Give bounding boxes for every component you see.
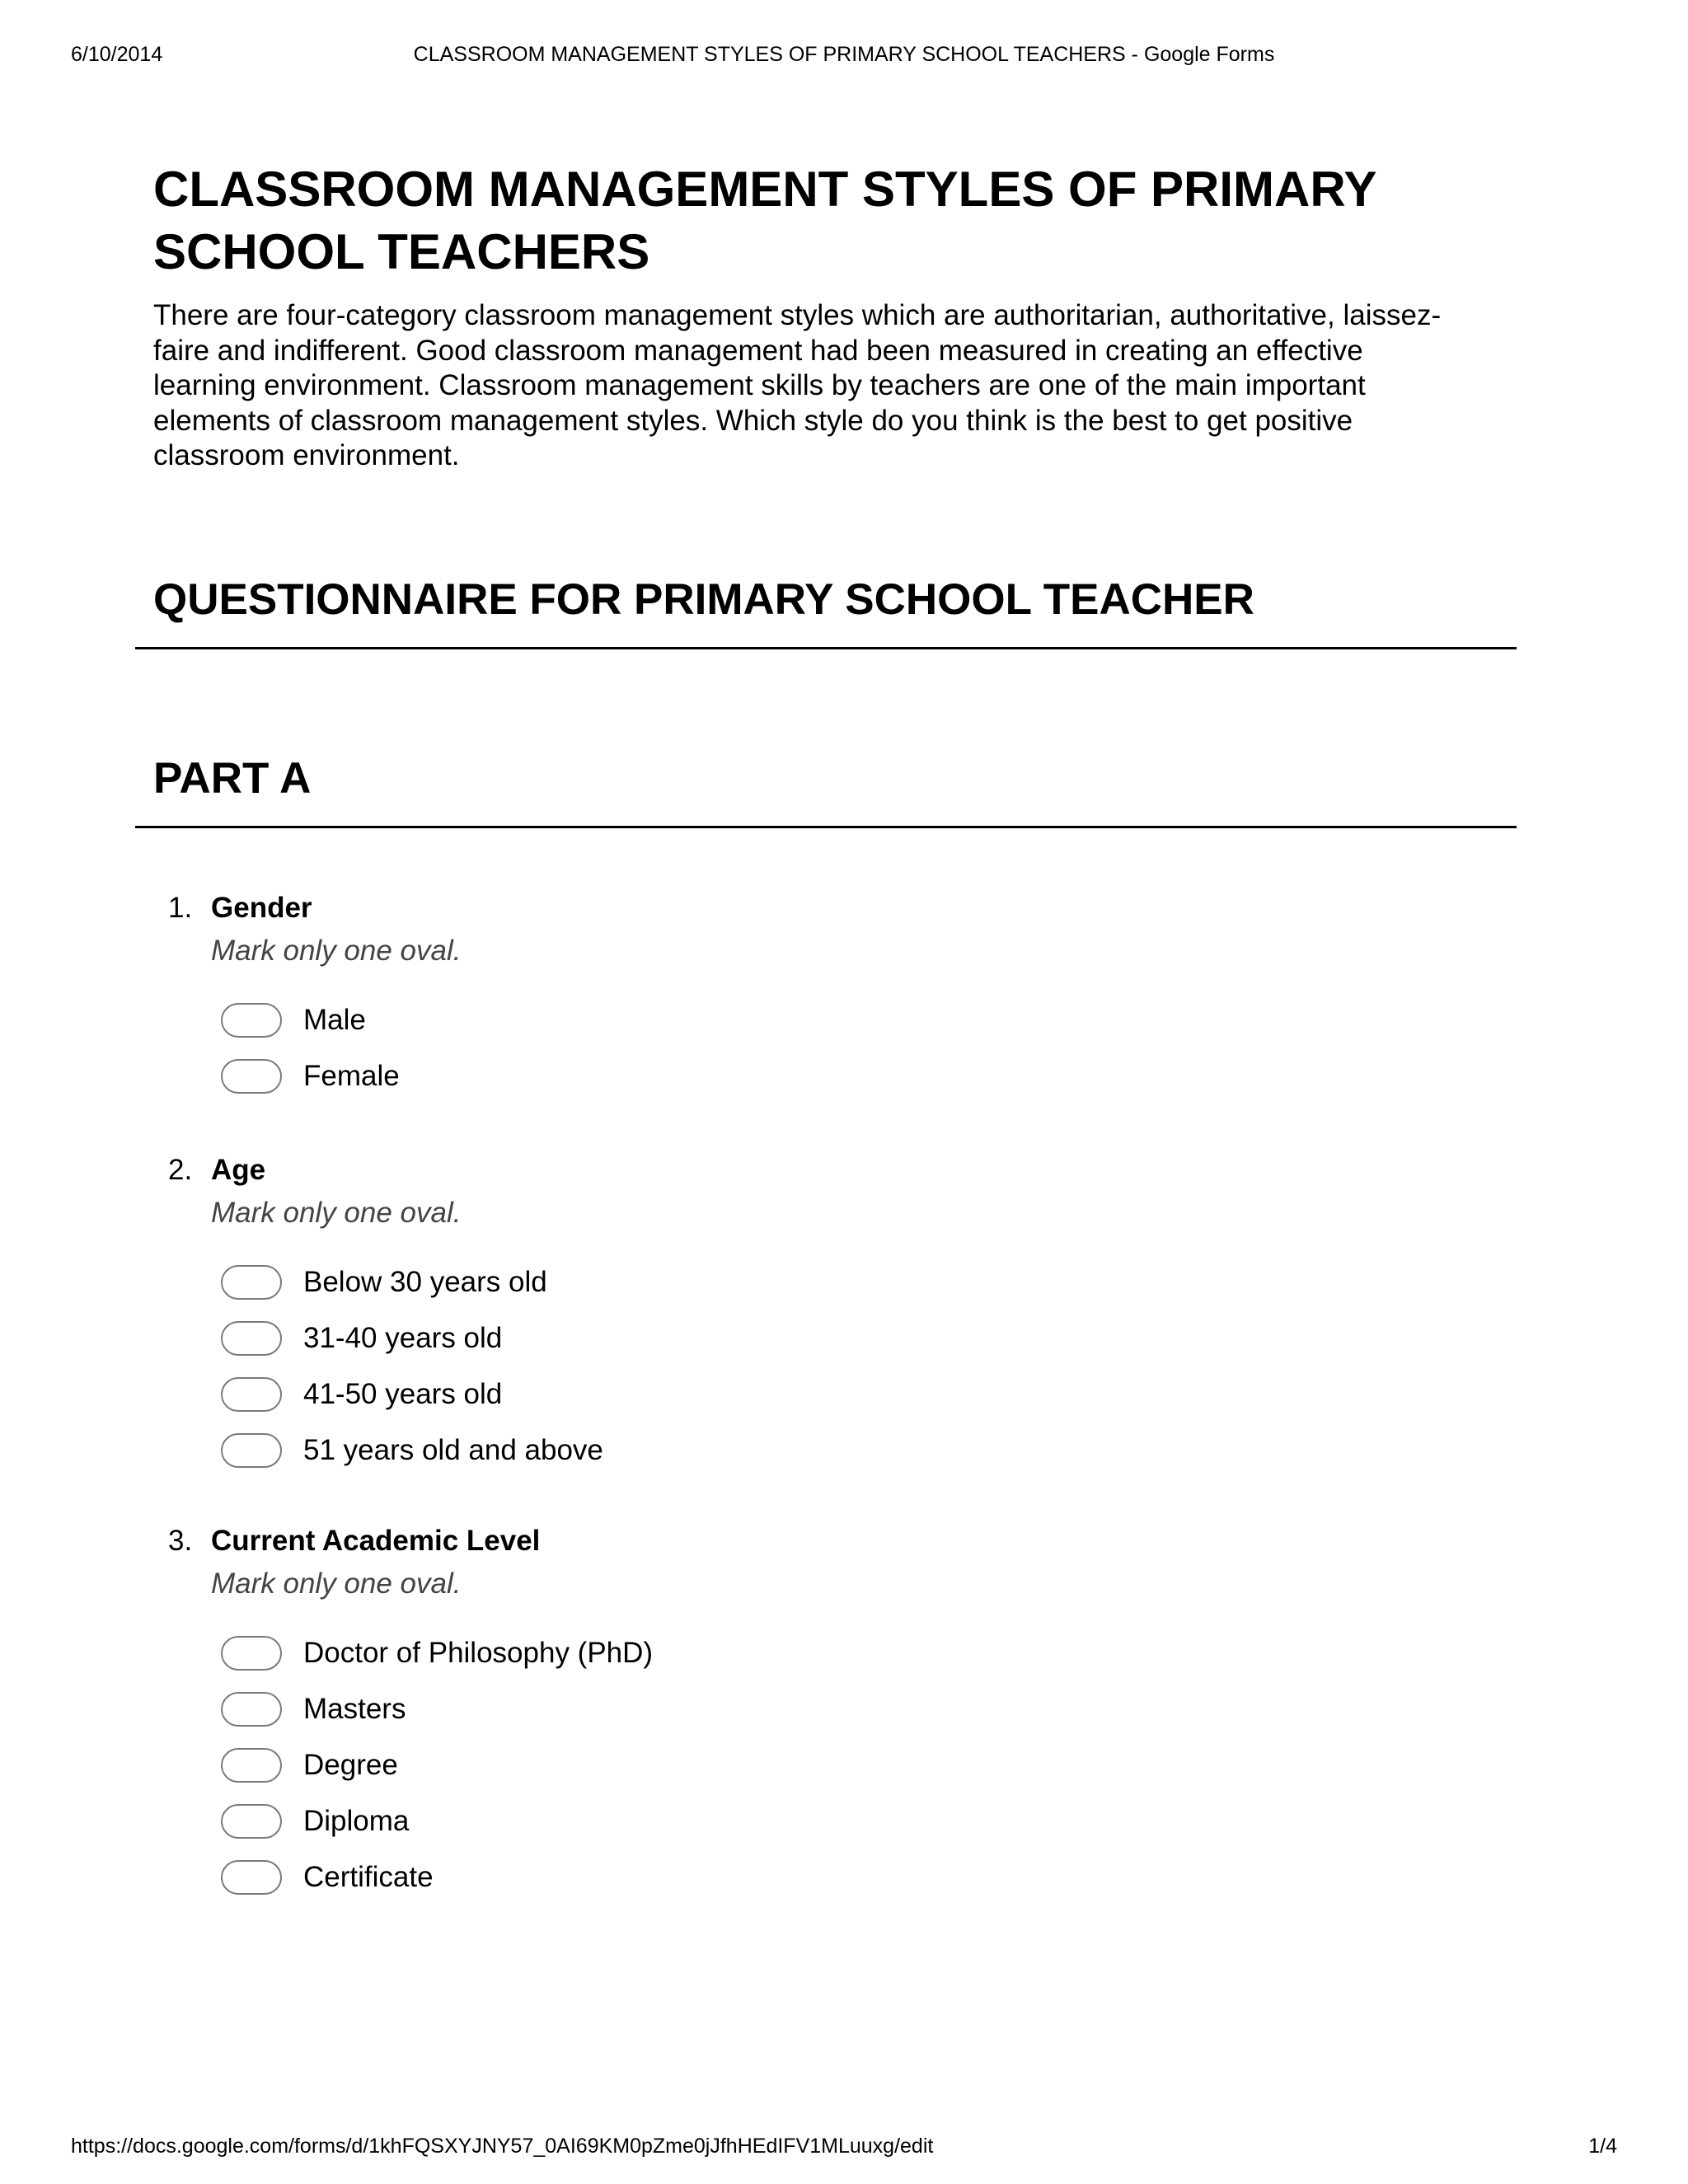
option-masters[interactable] <box>221 1681 653 1737</box>
option-certificate[interactable] <box>221 1849 653 1905</box>
form-header <box>153 158 1489 474</box>
radio-oval[interactable] <box>221 1003 282 1038</box>
question-heading <box>168 1152 603 1188</box>
option-41-50[interactable] <box>221 1366 603 1422</box>
question-gender <box>168 890 461 1104</box>
question-academic-level <box>168 1523 653 1905</box>
question-label: Current Academic Level <box>211 1525 541 1557</box>
question-heading <box>168 1523 653 1559</box>
option-diploma[interactable] <box>221 1793 653 1849</box>
option-list <box>221 1254 603 1479</box>
radio-oval[interactable] <box>221 1265 282 1300</box>
option-list <box>221 1625 653 1905</box>
print-url: https://docs.google.com/forms/d/1khFQSXYJNY57_0AI69KM0pZme0jJfhHEdIFV1MLuuxg/edit <box>71 2135 934 2158</box>
question-label: Gender <box>211 892 312 924</box>
option-label: Doctor of Philosophy (PhD) <box>303 1637 654 1669</box>
radio-oval[interactable] <box>221 1321 282 1356</box>
option-label: Degree <box>303 1749 398 1781</box>
option-list <box>221 992 461 1104</box>
option-male[interactable] <box>221 992 461 1048</box>
print-document-title: CLASSROOM MANAGEMENT STYLES OF PRIMARY SCHOOL TEACHERS - Google Forms <box>413 43 1275 66</box>
print-header <box>0 43 1688 76</box>
radio-oval[interactable] <box>221 1748 282 1783</box>
section-divider <box>135 647 1517 649</box>
option-label: Female <box>303 1060 400 1092</box>
section-title-questionnaire: QUESTIONNAIRE FOR PRIMARY SCHOOL TEACHER <box>153 575 1254 624</box>
section-part-a <box>135 752 1517 828</box>
option-label: Masters <box>303 1693 406 1725</box>
radio-oval[interactable] <box>221 1433 282 1468</box>
option-label: 31-40 years old <box>303 1322 503 1354</box>
question-heading <box>168 890 461 926</box>
option-female[interactable] <box>221 1048 461 1104</box>
radio-oval[interactable] <box>221 1636 282 1671</box>
section-questionnaire <box>135 573 1517 649</box>
section-title-part-a: PART A <box>153 754 312 803</box>
print-date: 6/10/2014 <box>71 43 163 66</box>
form-description: There are four-category classroom management styles which are authoritarian, authoritative, laissez-faire and indifferent. Good classroom management had been measured in creating an effective learning environment. Classroom management skills by teachers are one of the main important elements of classroom management styles. Which style do you think is the best to get positive classroom environment. <box>153 299 1442 471</box>
radio-oval[interactable] <box>221 1059 282 1094</box>
section-divider <box>135 826 1517 828</box>
option-31-40[interactable] <box>221 1310 603 1366</box>
option-label: 41-50 years old <box>303 1378 503 1410</box>
question-number: 2. <box>168 1154 193 1186</box>
option-degree[interactable] <box>221 1737 653 1793</box>
question-age <box>168 1152 603 1479</box>
option-label: Certificate <box>303 1861 434 1893</box>
question-hint: Mark only one oval. <box>211 935 462 967</box>
question-number: 1. <box>168 892 193 924</box>
option-below-30[interactable] <box>221 1254 603 1310</box>
option-label: Male <box>303 1004 366 1036</box>
option-51-above[interactable] <box>221 1422 603 1479</box>
option-label: Diploma <box>303 1805 410 1837</box>
form-title: CLASSROOM MANAGEMENT STYLES OF PRIMARY SCHOOL TEACHERS <box>153 162 1376 279</box>
question-hint: Mark only one oval. <box>211 1568 462 1600</box>
question-label: Age <box>211 1154 266 1186</box>
radio-oval[interactable] <box>221 1692 282 1727</box>
option-phd[interactable] <box>221 1625 653 1681</box>
radio-oval[interactable] <box>221 1860 282 1895</box>
option-label: 51 years old and above <box>303 1434 603 1466</box>
radio-oval[interactable] <box>221 1804 282 1839</box>
option-label: Below 30 years old <box>303 1266 547 1298</box>
page-number: 1/4 <box>1588 2135 1617 2158</box>
question-number: 3. <box>168 1525 193 1557</box>
radio-oval[interactable] <box>221 1377 282 1412</box>
question-hint: Mark only one oval. <box>211 1197 462 1229</box>
